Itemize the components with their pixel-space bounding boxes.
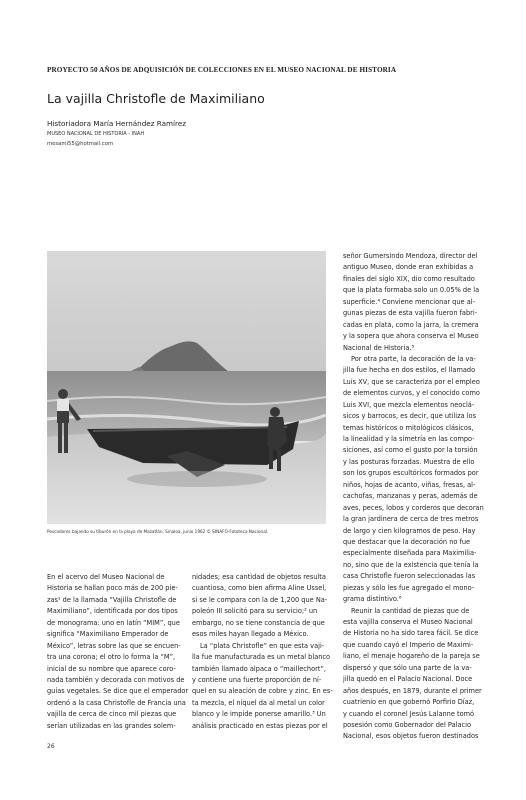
text-line: que la plata formaba solo un 0.05% de la (343, 286, 480, 295)
text-line: liano, el menaje hogareño de la pareja se (343, 652, 480, 661)
text-line: embargo, no se tiene constancia de que (192, 618, 325, 627)
text-line: también llamado alpaca o “maillechort”, (192, 664, 326, 673)
beach-fishermen-photo (47, 251, 326, 524)
running-head: PROYECTO 50 AÑOS DE ADQUISICIÓN DE COLECCIONES EN EL MUSEO NACIONAL DE HISTORIA (47, 66, 397, 74)
text-line: Nacional de Historia.⁵ (343, 343, 415, 352)
text-line: esos miles hayan llegado a México. (192, 630, 309, 639)
text-line: cadas en plata, como la jarra, la cremera (343, 320, 479, 329)
text-line: jilla fue hecha en dos estilos, el llamado (343, 366, 476, 375)
text-line: Reunir la cantidad de piezas que de (351, 606, 470, 615)
text-line: grama distintivo.⁶ (343, 595, 402, 604)
text-line: Luis XV, que se caracteriza por el empleo (343, 377, 480, 386)
text-line: inicial de su nombre que aparece coro- (47, 664, 176, 673)
text-line: tra una corona; el otro lo forma la “M”, (47, 653, 176, 662)
text-line: finales del siglo XIX, dio como resultado (343, 274, 475, 283)
text-line: si se le compara con la de 1,200 que Na- (192, 595, 328, 604)
text-line: La “plata Christofle” en que esta vaji- (200, 641, 325, 650)
article-title: La vajilla Christofle de Maximiliano (47, 91, 265, 106)
text-line: Por otra parte, la decoración de la va- (351, 354, 476, 363)
text-line: Historia se hallan poco más de 200 pie- (47, 584, 178, 593)
text-line: son los grupos escultóricos formados por (343, 469, 479, 478)
body-column-2 (192, 572, 333, 732)
body-column-1 (47, 572, 189, 732)
text-line: dispersó y que sólo una parte de la va- (343, 663, 472, 672)
text-line: jilla quedó en el Palacio Nacional. Doce (343, 675, 473, 684)
text-line: gunas piezas de esta vajilla fueron fabri- (343, 309, 478, 318)
text-line: significa “Maximiliano Emperador de (47, 630, 169, 639)
page-number: 26 (47, 743, 55, 750)
text-line: temas históricos o mitológicos clásicos, (343, 423, 474, 432)
text-line: ordenó a la casa Christofle de Francia una (47, 698, 186, 707)
text-line: cachofas, manzanas y peras, además de (343, 492, 478, 501)
text-line: señor Gumersindo Mendoza, director del (343, 252, 478, 260)
text-line: y las posturas forzadas. Muestra de ello (343, 457, 475, 466)
text-line: esta vajilla conserva el Museo Nacional (343, 618, 473, 626)
text-line: de largo y cien kilogramos de peso. Hay (343, 526, 476, 535)
text-line: Nacional, esos objetos fueron destinados (343, 732, 479, 741)
text-line: la linealidad y la simetría en las compo- (343, 435, 475, 443)
text-line: Maximiliano”, identificada por dos tipos (47, 607, 178, 616)
text-line: aves, peces, lobos y corderos que decoran (343, 503, 484, 512)
text-line: México”, letras sobre las que se encuen- (47, 641, 181, 650)
author-name: Historiadora María Hernández Ramírez (47, 119, 187, 128)
text-line: niños, hojas de acanto, viñas, fresas, al- (343, 480, 476, 489)
text-line: de Historia no ha sido tarea fácil. Se dice (343, 629, 479, 638)
text-line: antiguo Museo, donde eran exhibidas a (343, 263, 474, 272)
text-line: zas¹ de la llamada “Vajilla Christofle de (47, 595, 177, 604)
text-line: no, sino que de la existencia que tenía la (343, 560, 479, 569)
text-line: piezas y sólo les fue agregado el mono- (343, 583, 475, 592)
text-line: siciones, así como el gusto por la torsión (343, 446, 478, 455)
photo-caption: Pescadores bajando su tiburón en la playa de Mazatlán, Sinaloa, junio 1962 © SINAFO-Fototeca Nacional. (47, 529, 269, 534)
text-line: serían utilizadas en las grandes solem- (47, 721, 176, 730)
text-line: cuatrienio en que gobernó Porfirio Díaz, (343, 698, 475, 707)
text-line: cuantiosa, como bien afirma Aline Ussel, (192, 584, 327, 593)
text-line: y contiene una fuerte proporción de ní- (192, 675, 322, 684)
text-line: casa Christofle fueron seleccionadas las (343, 572, 476, 581)
text-line: años después, en 1879, durante el primer (343, 686, 482, 695)
text-line: nidades; esa cantidad de objetos resulta (192, 573, 326, 581)
text-line: que destacar que la decoración no fue (343, 537, 471, 546)
text-line: nada también y decorada con motivos de (47, 675, 185, 684)
text-line: superficie.⁴ Conviene mencionar que al- (343, 297, 475, 306)
text-line: de monograma: uno en latín “MIM”, que (47, 618, 180, 627)
author-email: mesami55@hotmail.com (47, 141, 114, 147)
text-line: quel en su aleación de cobre y zinc. En es- (192, 687, 333, 696)
text-line: sicos y barrocos, es decir, que utiliza los (343, 412, 477, 421)
text-line: análisis practicado en estas piezas por el (192, 721, 328, 730)
text-line: posesión como Gobernador del Palacio (343, 720, 471, 729)
text-line: poleón III solicitó para su servicio;² un (192, 607, 318, 616)
text-line: que cuando cayó el Imperio de Maximi- (343, 640, 474, 649)
author-institution: MUSEO NACIONAL DE HISTORIA - INAH (47, 131, 145, 137)
text-line: lla fue manufacturada es un metal blanco (192, 653, 331, 662)
text-line: y la sopera que ahora conserva el Museo (343, 332, 479, 341)
text-line: ta mezcla, el níquel da al metal un color (192, 698, 325, 707)
photo-illustration (47, 251, 326, 524)
text-line: guías vegetales. Se dice que el emperador (47, 687, 189, 696)
text-line: de elementos curvos, y el conocido como (343, 389, 480, 398)
text-line: la gran jardinera de cerca de tres metros (343, 515, 479, 524)
text-line: especialmente diseñada para Maximilia- (343, 549, 477, 558)
body-column-3 (343, 251, 484, 743)
text-line: Luis XVI, que mezcla elementos neoclá- (343, 400, 475, 409)
text-line: y cuando el coronel Jesús Lalanne tomó (343, 709, 475, 718)
text-line: blanco y le impide ponerse amarillo.³ Un (192, 710, 326, 719)
text-line: En el acervo del Museo Nacional de (47, 573, 165, 581)
text-line: vajilla de cerca de cinco mil piezas que (47, 710, 177, 719)
